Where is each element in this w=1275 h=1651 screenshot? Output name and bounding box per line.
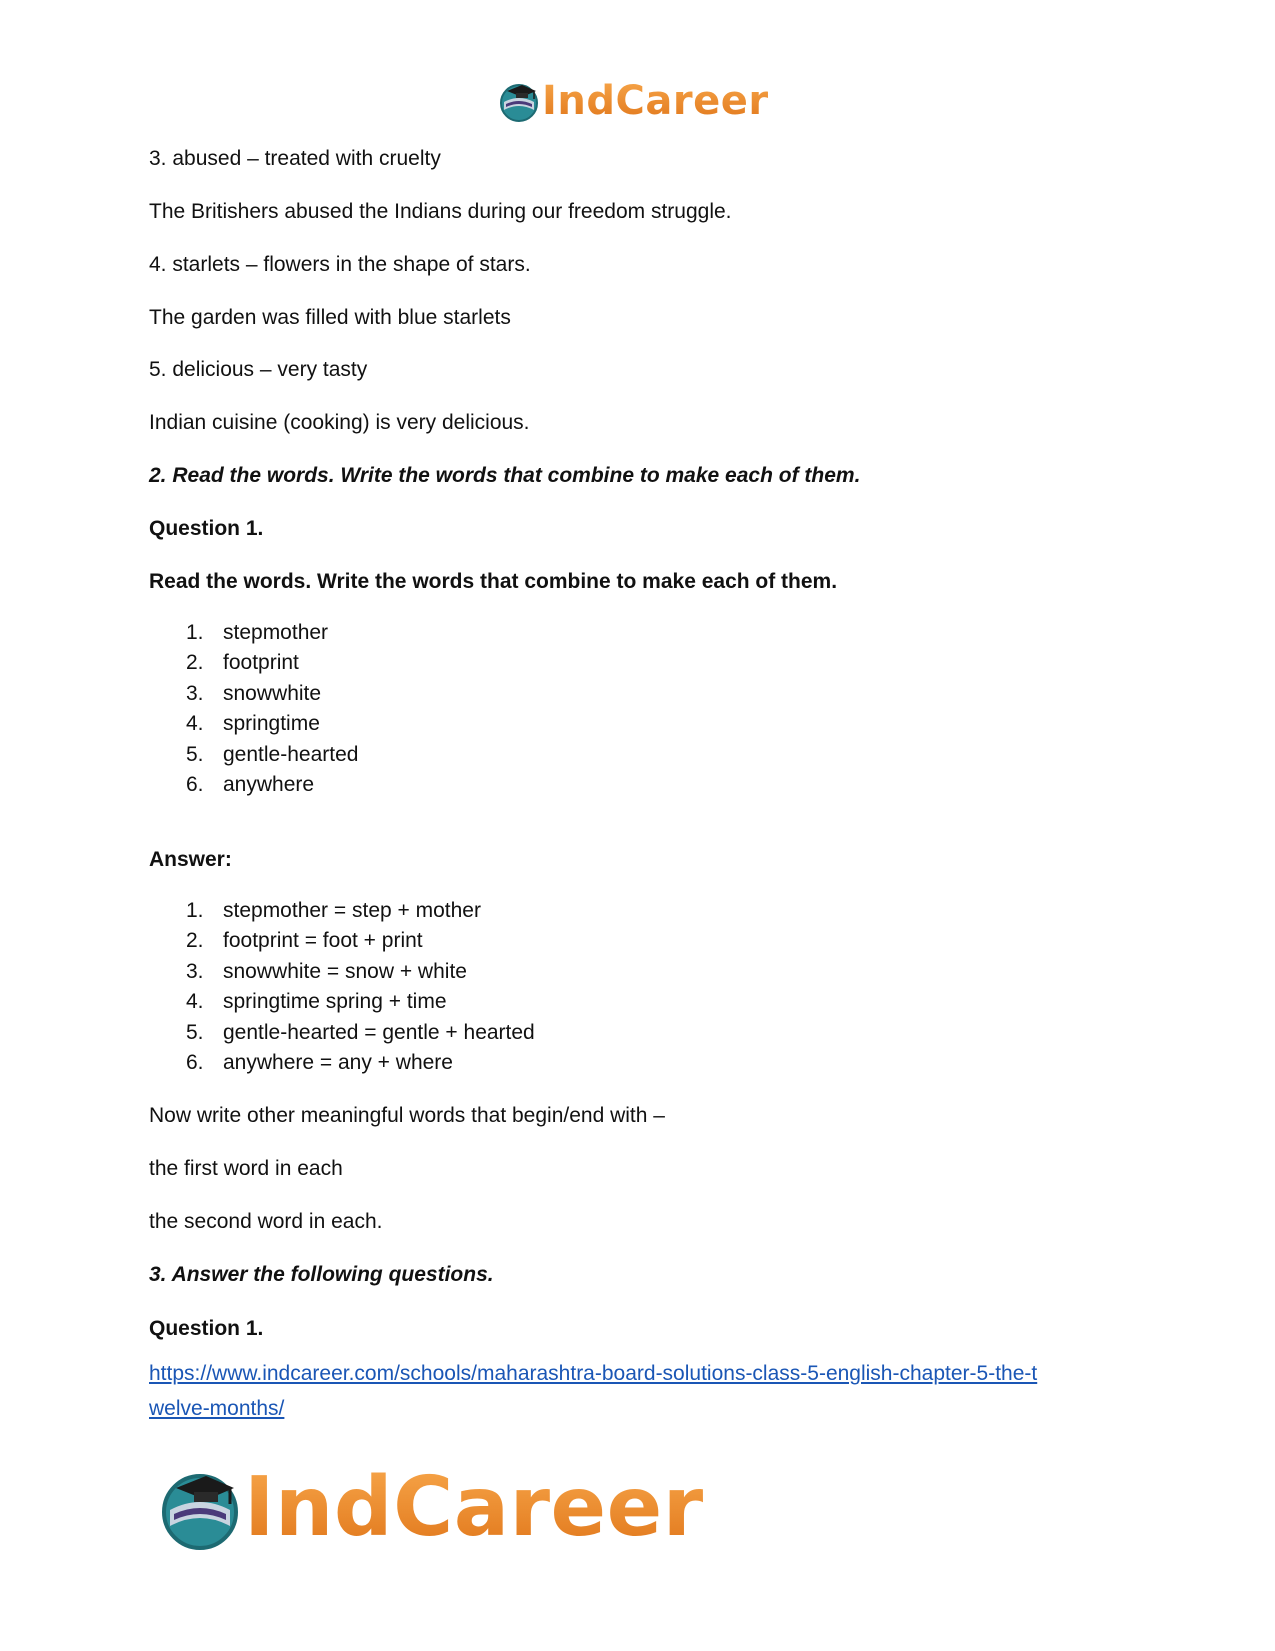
sentence-starlets: The garden was filled with blue starlets <box>149 306 511 329</box>
list-text: anywhere <box>223 772 315 796</box>
list-number: 4. <box>186 712 204 736</box>
section-2-question-label: Question 1. <box>149 517 264 540</box>
list-text: springtime spring + time <box>223 990 447 1014</box>
source-link-line-1[interactable]: https://www.indcareer.com/schools/maharashtra-board-solutions-class-5-english-chapter-5-the-t <box>149 1362 1038 1385</box>
list-text: footprint <box>223 651 299 675</box>
brand-name: IndCareer <box>244 1460 704 1555</box>
list-number: 4. <box>186 990 204 1014</box>
indcareer-logo-top <box>498 78 769 124</box>
section-3-heading: 3. Answer the following questions. <box>149 1263 494 1286</box>
followup-first-word: the first word in each <box>149 1157 343 1180</box>
list-number: 1. <box>186 621 204 644</box>
list-number: 5. <box>186 1020 204 1044</box>
followup-instruction: Now write other meaningful words that begin/end with – <box>149 1104 665 1127</box>
list-text: footprint = foot + print <box>223 929 423 953</box>
list-number: 2. <box>186 929 204 953</box>
list-text: stepmother = step + mother <box>223 899 481 922</box>
list-text: springtime <box>223 712 320 736</box>
list-number: 6. <box>186 772 204 796</box>
graduation-cap-globe-book-icon <box>498 80 540 122</box>
section-2-heading: 2. Read the words. Write the words that combine to make each of them. <box>149 464 861 487</box>
sentence-delicious: Indian cuisine (cooking) is very delicious. <box>149 411 530 434</box>
answer-label: Answer: <box>149 848 232 871</box>
section-3-question-label: Question 1. <box>149 1317 264 1340</box>
list-text: gentle-hearted = gentle + hearted <box>223 1020 535 1044</box>
list-number: 1. <box>186 899 204 922</box>
definition-abused: 3. abused – treated with cruelty <box>149 147 441 170</box>
list-number: 5. <box>186 742 204 766</box>
followup-second-word: the second word in each. <box>149 1210 383 1233</box>
list-text: snowwhite = snow + white <box>223 959 467 983</box>
list-text: gentle-hearted <box>223 742 359 766</box>
graduation-cap-globe-book-icon <box>158 1466 242 1550</box>
list-text: snowwhite <box>223 681 322 705</box>
list-number: 2. <box>186 651 204 675</box>
list-text: stepmother <box>223 621 329 644</box>
definition-delicious: 5. delicious – very tasty <box>149 358 368 381</box>
list-number: 3. <box>186 681 204 705</box>
list-number: 3. <box>186 959 204 983</box>
indcareer-logo-bottom <box>158 1462 704 1554</box>
list-text: anywhere = any + where <box>223 1050 453 1074</box>
brand-name: IndCareer <box>542 78 769 124</box>
sentence-abused: The Britishers abused the Indians during our freedom struggle. <box>149 200 732 223</box>
list-number: 6. <box>186 1050 204 1074</box>
section-2-prompt: Read the words. Write the words that combine to make each of them. <box>149 570 838 593</box>
definition-starlets: 4. starlets – flowers in the shape of stars. <box>149 253 531 276</box>
source-link-line-2[interactable]: welve-months/ <box>149 1397 285 1420</box>
